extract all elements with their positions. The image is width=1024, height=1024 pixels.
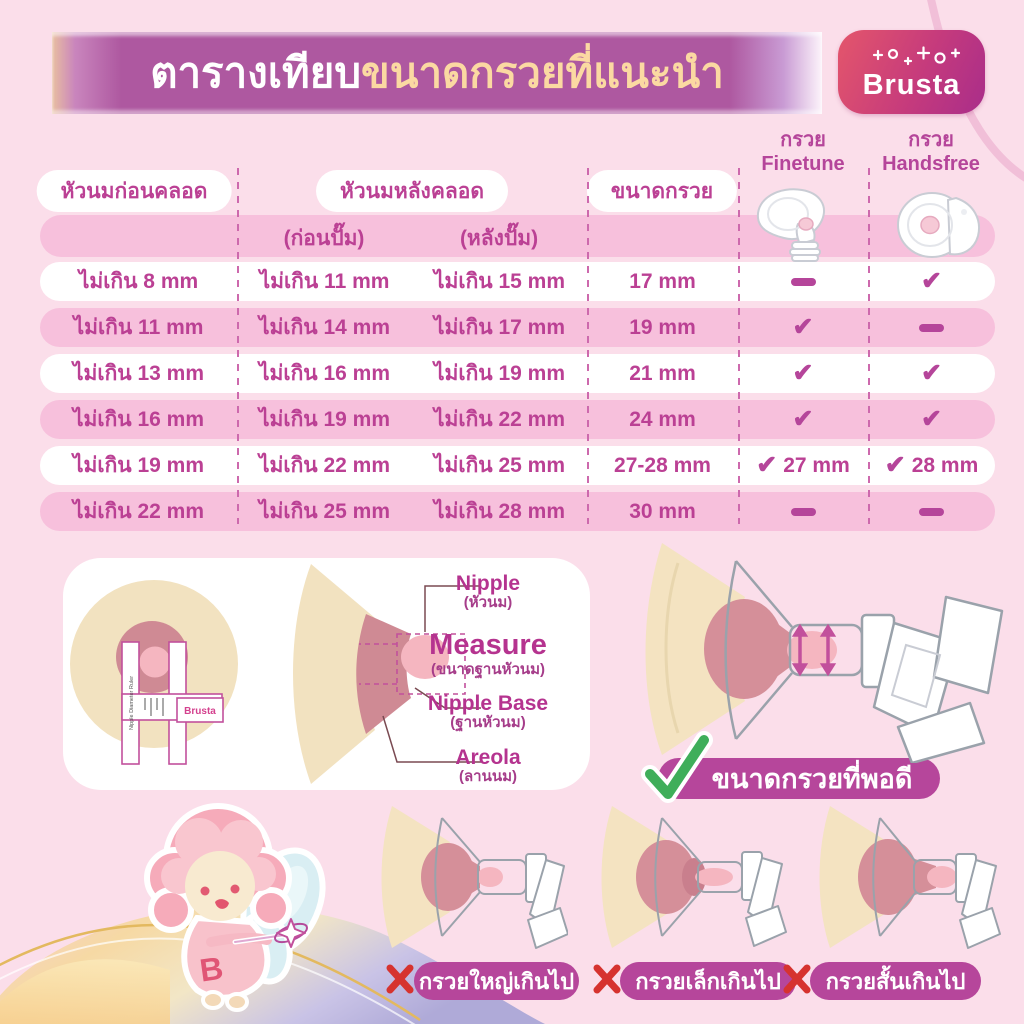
dash-icon [791, 278, 816, 286]
mascot-initial: B [197, 949, 226, 989]
header-post-birth: หัวนมหลังคลอด [316, 170, 508, 212]
brusta-logo [838, 30, 985, 114]
finetune-cell [738, 508, 868, 516]
finetune-cell [738, 278, 868, 286]
bad-fit-label-too-small: กรวยเล็กเกินไป [620, 962, 796, 1000]
red-x-icon [385, 963, 415, 995]
table-row [40, 262, 995, 301]
check-icon [921, 407, 942, 433]
ruler-brand-text: Brusta [184, 706, 216, 717]
post-pump-cell: ไม่เกิน 17 mm [433, 316, 566, 339]
header-pre-birth: หัวนมก่อนคลอด [37, 170, 232, 212]
pre-birth-cell: ไม่เกิน 19 mm [72, 454, 205, 477]
post-pump-cell: ไม่เกิน 28 mm [433, 500, 566, 523]
flange-size-cell: 27-28 mm [614, 453, 711, 477]
flange-size-cell: 21 mm [629, 361, 696, 385]
label-nipple-base-en: Nipple Base [427, 692, 549, 715]
page-title-part1: ตารางเทียบ [150, 49, 362, 96]
header-handsfree [882, 128, 980, 176]
good-fit-flange-diagram [640, 535, 1010, 763]
flange-size-table [40, 129, 995, 534]
green-check-icon [640, 730, 714, 806]
ruler-title-text: Nipple Diameter Ruler [129, 675, 135, 731]
pre-pump-cell: ไม่เกิน 16 mm [258, 362, 391, 385]
handsfree-label-en: Handsfree [882, 153, 980, 175]
post-pump-cell: ไม่เกิน 22 mm [433, 408, 566, 431]
red-x-icon [592, 963, 622, 995]
label-areola-th: (ลานนม) [458, 768, 517, 786]
header-finetune [761, 128, 844, 176]
handsfree-cell [868, 453, 995, 479]
column-divider [738, 168, 740, 524]
column-divider [868, 168, 870, 524]
finetune-label-en: Finetune [761, 153, 845, 175]
fairy-mascot [113, 790, 331, 1018]
bad-fit-label-too-big: กรวยใหญ่เกินไป [414, 962, 579, 1000]
post-pump-cell: ไม่เกิน 19 mm [433, 362, 566, 385]
pre-birth-cell: ไม่เกิน 16 mm [72, 408, 205, 431]
flange-size-cell: 19 mm [629, 315, 696, 339]
subheader-post-pump: (หลังปั๊ม) [459, 227, 539, 250]
flange-size-cell: 24 mm [629, 407, 696, 431]
pre-birth-cell: ไม่เกิน 8 mm [78, 270, 199, 293]
handsfree-cell [868, 407, 995, 433]
check-icon [793, 407, 814, 433]
pre-pump-cell: ไม่เกิน 19 mm [258, 408, 391, 431]
table-row [40, 400, 995, 439]
handsfree-cell [868, 508, 995, 516]
subheader-pre-pump: (ก่อนปั๊ม) [283, 227, 365, 250]
recommended-size-label: 27 mm [783, 453, 850, 477]
post-pump-cell: ไม่เกิน 25 mm [433, 454, 566, 477]
pre-pump-cell: ไม่เกิน 14 mm [258, 316, 391, 339]
check-icon [793, 315, 814, 341]
good-fit-label: ขนาดกรวยที่พอดี [658, 758, 940, 799]
page-title [150, 40, 724, 106]
flange-size-cell: 30 mm [629, 499, 696, 523]
check-icon [921, 269, 942, 295]
label-measure-th: (ขนาดฐานหัวนม) [430, 660, 546, 678]
flange-too-big-diagram [378, 802, 568, 954]
sparkles-icon [860, 45, 964, 69]
red-x-icon [782, 963, 812, 995]
handsfree-cell [868, 269, 995, 295]
finetune-flange-icon [750, 184, 856, 264]
header-flange-size: ขนาดกรวย [587, 170, 737, 212]
check-icon [921, 361, 942, 387]
label-nipple [393, 572, 583, 612]
post-pump-cell: ไม่เกิน 15 mm [433, 270, 566, 293]
label-nipple-base [393, 692, 583, 732]
handsfree-label-th: กรวย [908, 129, 954, 151]
flange-too-short-diagram [816, 802, 1006, 954]
label-measure [393, 630, 583, 678]
flange-size-cell: 17 mm [629, 269, 696, 293]
pre-birth-cell: ไม่เกิน 11 mm [73, 316, 204, 339]
check-icon [885, 453, 906, 479]
finetune-cell [738, 315, 868, 341]
pre-pump-cell: ไม่เกิน 11 mm [259, 270, 390, 293]
recommended-size-label: 28 mm [911, 453, 979, 477]
measuring-guide-card [63, 558, 590, 790]
check-icon [756, 453, 777, 479]
title-banner [52, 32, 822, 114]
table-rows [40, 262, 995, 531]
handsfree-cup-icon [890, 190, 986, 260]
logo-brand-text: Brusta [862, 68, 961, 101]
label-nipple-base-th: (ฐานหัวนม) [450, 714, 526, 732]
finetune-cell [738, 453, 868, 479]
label-nipple-th: (หัวนม) [463, 594, 513, 612]
check-icon [793, 361, 814, 387]
dash-icon [919, 324, 944, 332]
table-row [40, 446, 995, 485]
table-row [40, 492, 995, 531]
column-divider [237, 168, 239, 524]
handsfree-cell [868, 361, 995, 387]
pre-birth-cell: ไม่เกิน 13 mm [72, 362, 205, 385]
table-row [40, 354, 995, 393]
dash-icon [791, 508, 816, 516]
finetune-cell [738, 407, 868, 433]
handsfree-cell [868, 324, 995, 332]
finetune-label-th: กรวย [780, 129, 826, 151]
label-nipple-en: Nipple [455, 572, 521, 595]
pre-pump-cell: ไม่เกิน 22 mm [258, 454, 391, 477]
pre-birth-cell: ไม่เกิน 22 mm [72, 500, 205, 523]
page-title-part2: ขนาดกรวยที่แนะนำ [361, 49, 724, 96]
table-row [40, 308, 995, 347]
bad-fit-label-too-short: กรวยสั้นเกินไป [810, 962, 981, 1000]
label-areola [393, 746, 583, 786]
flange-too-small-diagram [598, 802, 788, 954]
label-areola-en: Areola [455, 746, 521, 769]
column-divider [587, 168, 589, 524]
finetune-cell [738, 361, 868, 387]
label-measure-en: Measure [429, 629, 547, 661]
pre-pump-cell: ไม่เกิน 25 mm [258, 500, 391, 523]
dash-icon [919, 508, 944, 516]
